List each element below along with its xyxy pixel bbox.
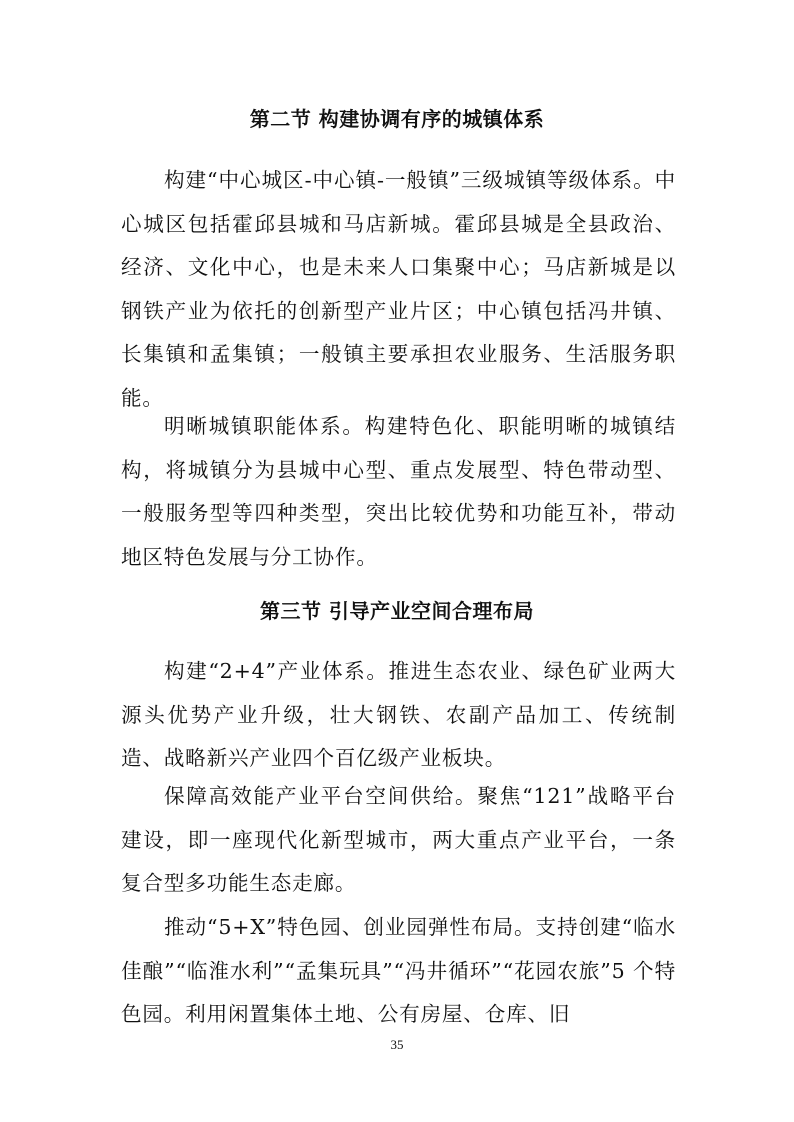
page-number: 35 (390, 1037, 404, 1052)
section-heading-3: 第三节 引导产业空间合理布局 (260, 599, 534, 623)
paragraph-urban-hierarchy: 构建“中心城区-中心镇-一般镇”三级城镇等级体系。中心城区包括霍邱县城和马店新城。霍邱县城是全县政治、经济、文化中心，也是未来人口集聚中心；马店新城是以钢铁产业为依托的创新型产业片区；中心镇包括冯井镇、长集镇和孟集镇；一般镇主要承担农业服务、生活服务职能。 (121, 168, 676, 410)
paragraph-industry-system: 构建“2+4”产业体系。推进生态农业、绿色矿业两大源头优势产业升级，壮大钢铁、农副产品加工、传统制造、战略新兴产业四个百亿级产业板块。 (121, 659, 676, 770)
paragraph-feature-parks: 推动“5+X”特色园、创业园弹性布局。支持创建“临水佳酿”“临淮水利”“孟集玩具”“冯井循环”“花园农旅”5 个特色园。利用闲置集体土地、公有房屋、仓库、旧 (121, 915, 676, 1026)
paragraph-industry-platform: 保障高效能产业平台空间供给。聚焦“121”战略平台建设，即一座现代化新型城市，两大重点产业平台，一条复合型多功能生态走廊。 (121, 784, 676, 895)
section-heading-2: 第二节 构建协调有序的城镇体系 (249, 107, 545, 131)
paragraph-town-functions: 明晰城镇职能体系。构建特色化、职能明晰的城镇结构，将城镇分为县城中心型、重点发展型、特色带动型、一般服务型等四种类型，突出比较优势和功能互补，带动地区特色发展与分工协作。 (121, 414, 676, 569)
